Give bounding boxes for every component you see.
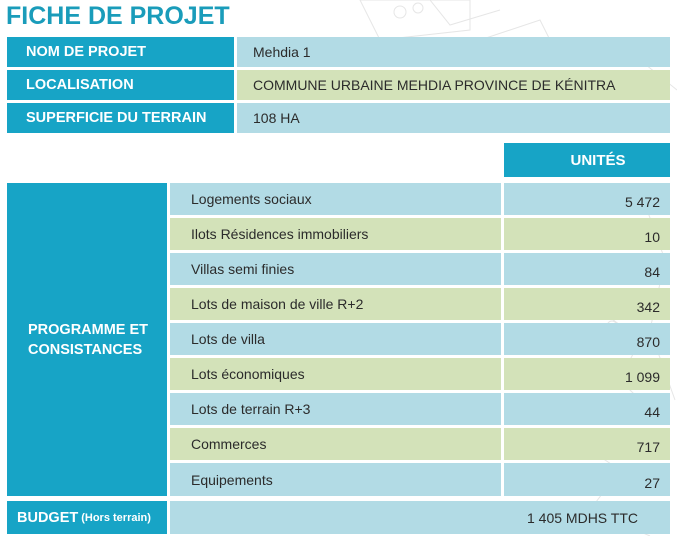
land-area-value: 108 HA: [237, 103, 670, 133]
project-name-label: NOM DE PROJET: [7, 37, 234, 67]
units-header: UNITÉS: [504, 143, 670, 177]
programme-item-name: Equipements: [170, 463, 501, 496]
project-name-value: Mehdia 1: [237, 37, 670, 67]
programme-label: [7, 183, 167, 496]
budget-label: [7, 501, 167, 534]
programme-item-name: Lots de villa: [170, 323, 501, 355]
programme-item-name: Lots de terrain R+3: [170, 393, 501, 425]
budget-value: 1 405 MDHS TTC: [170, 501, 670, 534]
programme-item-name: Ilots Résidences immobiliers: [170, 218, 501, 250]
programme-item-value: 10: [504, 218, 670, 250]
budget-label-text: BUDGET: [17, 509, 79, 526]
programme-item-name: Commerces: [170, 428, 501, 460]
location-value: COMMUNE URBAINE MEHDIA PROVINCE DE KÉNITRA: [237, 70, 670, 100]
programme-item-value: 342: [504, 288, 670, 320]
programme-item-value: 1 099: [504, 358, 670, 390]
programme-item-name: Logements sociaux: [170, 183, 501, 215]
programme-item-name: Lots économiques: [170, 358, 501, 390]
budget-note: (Hors terrain): [81, 511, 151, 524]
page-title: FICHE DE PROJET: [6, 2, 230, 30]
programme-item-name: Villas semi finies: [170, 253, 501, 285]
programme-item-value: 84: [504, 253, 670, 285]
programme-item-value: 870: [504, 323, 670, 355]
programme-item-value: 5 472: [504, 183, 670, 215]
programme-item-value: 44: [504, 393, 670, 425]
programme-label-line2: CONSISTANCES: [28, 341, 143, 358]
programme-item-name: Lots de maison de ville R+2: [170, 288, 501, 320]
location-label: LOCALISATION: [7, 70, 234, 100]
programme-label-line1: PROGRAMME ET: [28, 321, 149, 338]
land-area-label: SUPERFICIE DU TERRAIN: [7, 103, 234, 133]
programme-item-value: 27: [504, 463, 670, 496]
programme-item-value: 717: [504, 428, 670, 460]
